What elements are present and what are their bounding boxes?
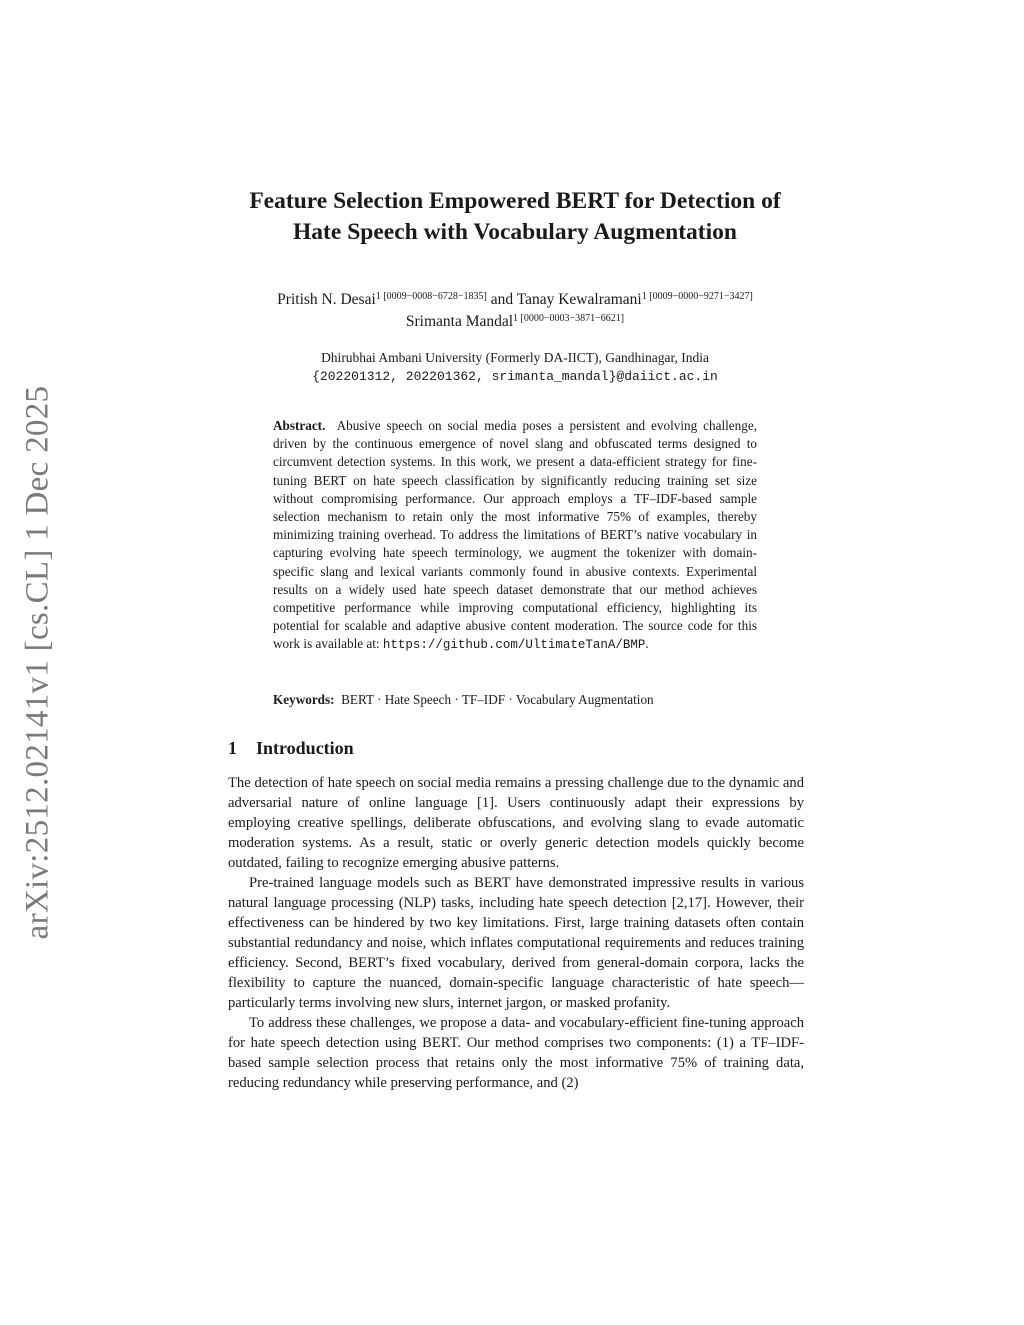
keywords-text: BERT · Hate Speech · TF–IDF · Vocabulary Augmentation	[341, 692, 654, 707]
author-1-name: Pritish N. Desai	[277, 291, 376, 308]
author-2-name: Tanay Kewalramani	[516, 291, 642, 308]
author-conjunction: and	[486, 291, 517, 308]
keywords	[273, 691, 757, 709]
arxiv-identifier-stamp	[8, 380, 68, 945]
author-1-orcid: 1 [0009−0008−6728−1835]	[375, 291, 487, 302]
author-emails: {202201312, 202201362, srimanta_mandal}@daiict.ac.in	[312, 369, 718, 384]
abstract-end: .	[645, 636, 649, 652]
intro-paragraph-3: To address these challenges, we propose a data- and vocabulary-efficient fine-tuning approach for hate speech detection using BERT. Our method comprises two components: (1) a TF–IDF-based sample selection process that retains only the most informative 75% of training data, reducing redundancy while preserving performance, and (2)	[228, 1015, 804, 1091]
institution-name: Dhirubhai Ambani University (Formerly DA-IICT), Gandhinagar, India	[321, 350, 709, 365]
author-2-orcid: 1 [0009−0000−9271−3427]	[641, 291, 753, 302]
section-heading-introduction	[228, 736, 354, 760]
author-3-name: Srimanta Mandal	[405, 313, 514, 330]
arxiv-id-text: arXiv:2512.02141v1 [cs.CL] 1 Dec 2025	[19, 385, 56, 940]
affiliation-block	[200, 348, 830, 386]
paper-title	[200, 186, 830, 248]
author-3-orcid: 1 [0000−0003−3871−6621]	[513, 313, 625, 324]
keywords-label: Keywords:	[273, 692, 335, 707]
abstract	[273, 417, 757, 655]
title-line-1: Feature Selection Empowered BERT for Detection of	[249, 188, 781, 214]
intro-paragraph-2: Pre-trained language models such as BERT have demonstrated impressive results in various natural language processing (NLP) tasks, including hate speech detection [2,17]. However, their effectiveness can be hindered by two key limitations. First, large training datasets often contain substantial redundancy and noise, which inflates computational requirements and reduces training efficiency. Second, BERT’s fixed vocabulary, derived from general-domain corpora, lacks the flexibility to capture the nuanced, domain-specific language characteristic of hate speech—particularly terms involving new slurs, internet jargon, or masked profanity.	[228, 875, 804, 1011]
section-number: 1	[228, 738, 237, 758]
title-line-2: Hate Speech with Vocabulary Augmentation	[293, 219, 737, 245]
section-title: Introduction	[256, 738, 354, 758]
source-code-link[interactable]: https://github.com/UltimateTanA/BMP	[382, 638, 646, 653]
author-list	[180, 289, 850, 333]
abstract-text: Abusive speech on social media poses a persistent and evolving challenge, driven by the continuous emergence of novel slang and obfuscated terms designed to circumvent detection systems. In this work, we present a data-efficient strategy for fine-tuning BERT on hate speech classification by significantly reducing training set size without compromising performance. Our approach employs a TF–IDF-based sample selection mechanism to retain only the most informative 75% of examples, thereby minimizing training overhead. To address the limitations of BERT’s native vocabulary in capturing evolving hate speech terminology, we augment the tokenizer with domain-specific slang and lexical variants commonly found in abusive contexts. Experimental results on a widely used hate speech dataset demonstrate that our method achieves competitive performance while improving computational efficiency, highlighting its potential for scalable and adaptive abusive content moderation. The source code for this work is available at:	[273, 418, 757, 652]
abstract-label: Abstract.	[273, 418, 326, 433]
introduction-body	[228, 773, 804, 1093]
intro-paragraph-1: The detection of hate speech on social media remains a pressing challenge due to the dynamic and adversarial nature of online language [1]. Users continuously adapt their expressions by employing creative spellings, deliberate obfuscations, and evolving slang to evade automatic moderation systems. As a result, static or overly generic detection models quickly become outdated, failing to recognize emerging abusive patterns.	[228, 775, 804, 871]
